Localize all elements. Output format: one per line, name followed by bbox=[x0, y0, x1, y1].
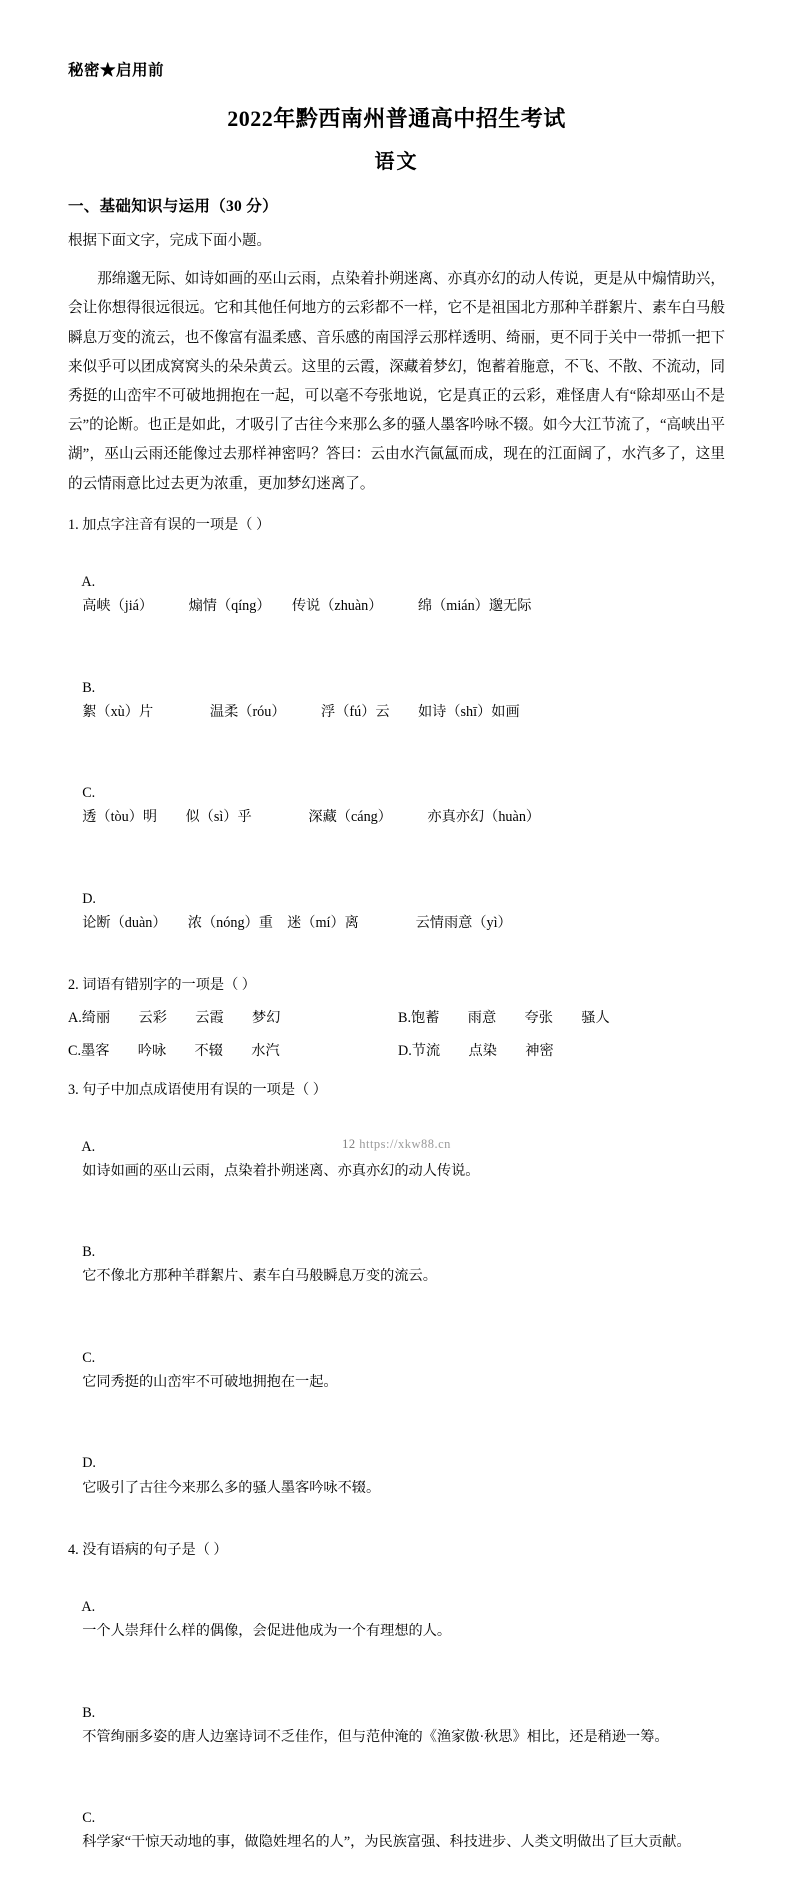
option-item[interactable] bbox=[398, 1039, 725, 1063]
question-text: 没有语病的句子是（ ） bbox=[82, 1541, 228, 1558]
option-label: D. bbox=[82, 890, 96, 907]
option-label: A. bbox=[81, 1599, 96, 1616]
question-number: 2. bbox=[68, 977, 79, 994]
question-number: 4. bbox=[68, 1541, 79, 1558]
option-text: 透（tòu）明 似（sì）乎 深藏（cáng） 亦真亦幻（huàn） bbox=[82, 809, 541, 826]
option-text: 科学家“干惊天动地的事，做隐姓埋名的人”，为民族富强、科技进步、人类文明做出了巨大贡献。 bbox=[82, 1834, 691, 1851]
reading-passage: 那绵邈无际、如诗如画的巫山云雨，点染着扑朔迷离、亦真亦幻的动人传说，更是从中煽情助兴，会让你想得很远很远。它和其他任何地方的云彩都不一样，它不是祖国北方那种羊群絮片、素车白马般瞬息万变的流云，也不像富有温柔感、音乐感的南国浮云那样透明、绮丽，更不同于关中一带抓一把下来似乎可以团成窝窝头的朵朵黄云。这里的云霞，深藏着梦幻，饱蓄着胣意，不飞、不散、不流动，同秀挺的山峦牢不可破地拥抱在一起，可以毫不夸张地说，它是真正的云彩，难怪唐人有“除却巫山不是云”的论断。也正是如此，才吸引了古往今来那么多的骚人墨客吟咏不辍。如今大江节流了，“高峡出平湖”，巫山云雨还能像过去那样神密吗？答曰：云由水汽氤氲而成，现在的江面阔了，水汽多了，这里的云情雨意比过去更为浓重，更加梦幻迷离了。 bbox=[68, 271, 725, 492]
watermark-text: https://xkw88.cn bbox=[359, 1137, 451, 1151]
option-text: 绮丽 云彩 云霞 梦幻 bbox=[81, 1010, 281, 1027]
option-item[interactable] bbox=[68, 1322, 725, 1419]
option-text: 节流 点染 神密 bbox=[411, 1043, 554, 1060]
option-label: D. bbox=[82, 1455, 96, 1472]
option-item[interactable] bbox=[68, 1677, 725, 1774]
option-label: C. bbox=[82, 1349, 96, 1366]
option-text: 论断（duàn） 浓（nóng）重 迷（mí）离 云情雨意（yì） bbox=[82, 914, 512, 931]
option-item[interactable] bbox=[68, 757, 725, 854]
page-footer bbox=[0, 1137, 793, 1152]
option-text: 它同秀挺的山峦牢不可破地拥抱在一起。 bbox=[82, 1374, 338, 1391]
option-text: 它吸引了古往今来那么多的骚人墨客吟咏不辍。 bbox=[82, 1479, 381, 1496]
option-label: D. bbox=[398, 1043, 412, 1060]
option-label: A. bbox=[68, 1010, 82, 1027]
option-item[interactable] bbox=[68, 863, 725, 960]
option-item[interactable] bbox=[68, 1427, 725, 1524]
option-item[interactable] bbox=[68, 1216, 725, 1313]
option-text: 絮（xù）片 温柔（róu） 浮（fú）云 如诗（shī）如画 bbox=[82, 703, 520, 720]
option-item[interactable] bbox=[68, 546, 725, 643]
option-item[interactable] bbox=[68, 1006, 398, 1030]
question-number: 3. bbox=[68, 1081, 79, 1098]
option-label: C. bbox=[82, 785, 96, 802]
question-stem bbox=[68, 1538, 725, 1562]
option-label: C. bbox=[68, 1043, 82, 1060]
option-label: B. bbox=[82, 679, 96, 696]
option-text: 它不像北方那种羊群絮片、素车白马般瞬息万变的流云。 bbox=[82, 1268, 437, 1285]
question-stem bbox=[68, 513, 725, 537]
option-text: 墨客 吟咏 不辍 水汽 bbox=[81, 1043, 280, 1060]
document-page bbox=[0, 58, 793, 1851]
option-item[interactable] bbox=[68, 651, 725, 748]
option-label: A. bbox=[81, 573, 96, 590]
option-item[interactable] bbox=[68, 1782, 725, 1879]
option-text: 一个人崇拜什么样的偶像，会促进他成为一个有理想的人。 bbox=[82, 1623, 452, 1640]
option-label: C. bbox=[82, 1810, 96, 1827]
option-label: B. bbox=[82, 1244, 96, 1261]
option-row bbox=[68, 1006, 725, 1030]
question-text: 加点字注音有误的一项是（ ） bbox=[82, 516, 271, 533]
option-item[interactable] bbox=[68, 1111, 725, 1208]
option-item[interactable] bbox=[398, 1006, 725, 1030]
question-text: 句子中加点成语使用有误的一项是（ ） bbox=[82, 1081, 327, 1098]
option-label: B. bbox=[398, 1010, 412, 1027]
option-item[interactable] bbox=[68, 1039, 398, 1063]
page-title: 2022年黔西南州普通高中招生考试 bbox=[227, 106, 566, 131]
option-text: 高峡（jiá） 煽情（qíng） 传说（zhuàn） 绵（mián）邈无际 bbox=[82, 598, 532, 615]
question-number: 1. bbox=[68, 516, 79, 533]
option-row bbox=[68, 1039, 725, 1063]
question-text: 词语有错别字的一项是（ ） bbox=[82, 977, 256, 994]
option-text: 如诗如画的巫山云雨，点染着扑朔迷离、亦真亦幻的动人传说。 bbox=[82, 1162, 480, 1179]
option-text: 不管绚丽多姿的唐人边塞诗词不乏佳作，但与范仲淹的《渔家傲·秋思》相比，还是稍逊一筹。 bbox=[82, 1728, 669, 1745]
page-subtitle: 语文 bbox=[374, 151, 419, 173]
secret-mark: 秘密★启用前 bbox=[68, 62, 165, 79]
option-label: B. bbox=[82, 1704, 96, 1721]
option-label: A. bbox=[81, 1138, 96, 1155]
option-text: 饱蓄 雨意 夸张 骚人 bbox=[411, 1010, 610, 1027]
section-heading: 一、基础知识与运用（30 分） bbox=[68, 198, 278, 215]
question-stem bbox=[68, 1078, 725, 1102]
option-item[interactable] bbox=[68, 1571, 725, 1668]
section-instruction: 根据下面文字，完成下面小题。 bbox=[68, 233, 271, 249]
page-number: 12 bbox=[342, 1137, 356, 1151]
question-stem bbox=[68, 973, 725, 997]
